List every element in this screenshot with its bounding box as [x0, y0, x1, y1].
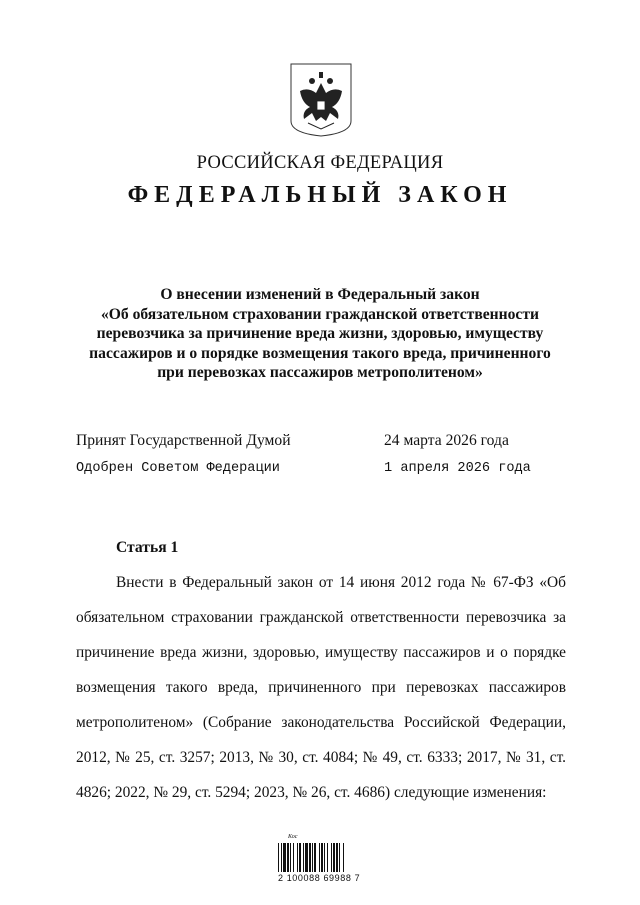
- barcode-bar: [278, 843, 279, 872]
- barcode-bar: [333, 843, 335, 872]
- barcode-bar: [290, 843, 291, 872]
- barcode-bar: [299, 843, 301, 872]
- duma-adoption-label: Принят Государственной Думой: [76, 432, 291, 449]
- barcode-bar: [321, 843, 323, 872]
- barcode-bar: [339, 843, 340, 872]
- barcode-bar: [314, 843, 316, 872]
- barcode-bar: [305, 843, 308, 872]
- title-line: при перевозках пассажиров метрополитеном»: [157, 364, 483, 382]
- barcode-bar: [331, 843, 332, 872]
- barcode-bar: [309, 843, 311, 872]
- document-type: ФЕДЕРАЛЬНЫЙ ЗАКОН: [127, 182, 513, 208]
- barcode-bar: [281, 843, 282, 872]
- article-text: Внести в Федеральный закон от 14 июня 2012 года № 67-ФЗ «Об обязательном страховании гражданской ответственности перевозчика за причинение вреда жизни, здоровью, имуществу пассажиров и о порядке возмещения такого вреда, причиненного при перевозках пассажиров метрополитеном» (Собрание законодательства Российской Федерации, 2012, № 25, ст. 3257; 2013, № 30, ст. 4084; № 49, ст. 6333; 2017, № 31, ст. 4826; 2022, № 29, ст. 5294; 2023, № 26, ст. 4686) следующие изменения:: [76, 574, 566, 801]
- title-line: пассажиров и о порядке возмещения такого вреда, причиненного: [89, 344, 551, 362]
- barcode-bar: [297, 843, 298, 872]
- registration-mark: Кос: [288, 834, 298, 840]
- barcode-bar: [319, 843, 320, 872]
- coat-of-arms-emblem: [288, 63, 354, 137]
- title-line: «Об обязательном страховании гражданской ответственности: [100, 305, 540, 323]
- article-heading: Статья 1: [116, 539, 179, 556]
- barcode-bar: [283, 843, 286, 872]
- barcode-bar: [324, 843, 325, 872]
- barcode-bar: [293, 843, 294, 872]
- council-approval-date: 1 апреля 2026 года: [384, 461, 531, 476]
- title-line: перевозчика за причинение вреда жизни, здоровью, имуществу: [96, 325, 544, 343]
- barcode-bar: [336, 843, 338, 872]
- barcode: [278, 843, 364, 872]
- barcode-bar: [312, 843, 313, 872]
- country-name: РОССИЙСКАЯ ФЕДЕРАЦИЯ: [196, 153, 444, 173]
- barcode-bar: [327, 843, 328, 872]
- law-title: [60, 285, 580, 383]
- council-approval-label: Одобрен Советом Федерации: [76, 461, 280, 476]
- barcode-bar: [287, 843, 289, 872]
- duma-adoption-date: 24 марта 2026 года: [384, 432, 509, 449]
- title-line: О внесении изменений в Федеральный закон: [160, 286, 480, 303]
- barcode-bar: [343, 843, 344, 872]
- barcode-number: 2 100088 69988 7: [278, 873, 361, 883]
- barcode-bar: [303, 843, 304, 872]
